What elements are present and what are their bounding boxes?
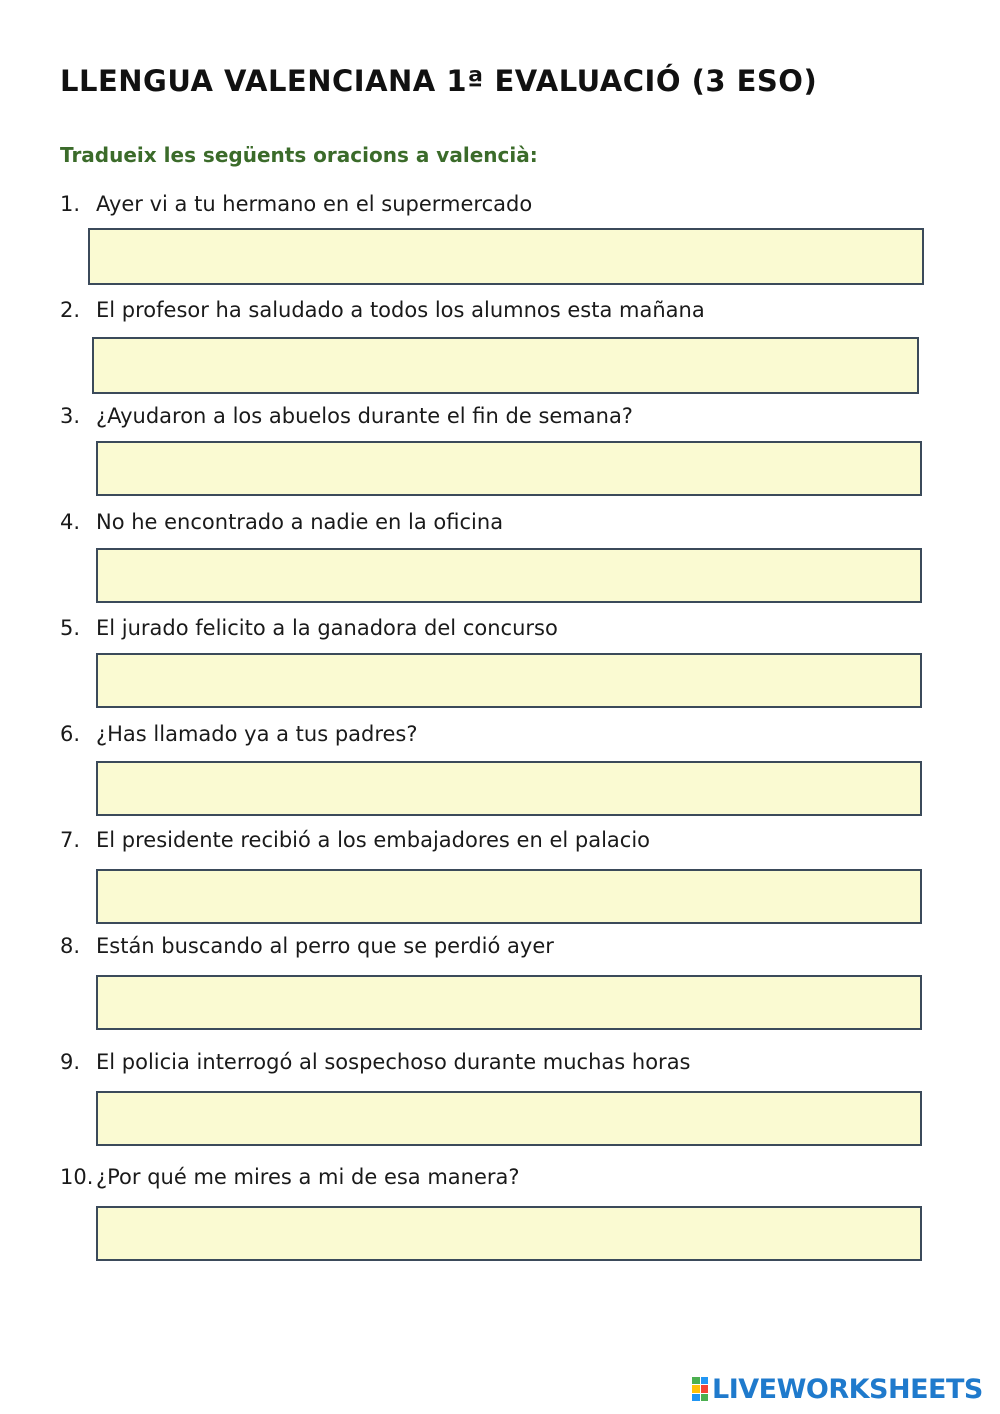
answer-input-4[interactable] — [96, 548, 922, 603]
question-text: El presidente recibió a los embajadores en el palacio — [96, 828, 650, 852]
question-text: ¿Ayudaron a los abuelos durante el fin de semana? — [96, 404, 633, 428]
question-2 — [60, 298, 705, 322]
question-text: ¿Has llamado ya a tus padres? — [96, 722, 418, 746]
answer-input-7[interactable] — [96, 869, 922, 924]
question-text: Están buscando al perro que se perdió ayer — [96, 934, 554, 958]
question-number: 5. — [60, 616, 81, 640]
question-number: 7. — [60, 828, 81, 852]
answer-input-5[interactable] — [96, 653, 922, 708]
question-text: Ayer vi a tu hermano en el supermercado — [96, 192, 533, 216]
question-number: 8. — [60, 934, 81, 958]
question-number: 9. — [60, 1050, 81, 1074]
question-4 — [60, 510, 503, 534]
question-9 — [60, 1050, 691, 1074]
liveworksheets-logo-icon — [692, 1377, 708, 1401]
question-number: 1. — [60, 192, 81, 216]
instruction-text: Tradueix les següents oracions a valencià: — [60, 143, 538, 167]
answer-input-10[interactable] — [96, 1206, 922, 1261]
question-8 — [60, 934, 554, 958]
question-1 — [60, 192, 532, 216]
brand-name: LIVEWORKSHEETS — [712, 1373, 983, 1405]
answer-input-9[interactable] — [96, 1091, 922, 1146]
question-text: No he encontrado a nadie en la oficina — [96, 510, 504, 534]
question-number: 6. — [60, 722, 81, 746]
question-text: El jurado felicito a la ganadora del concurso — [96, 616, 558, 640]
question-text: El policia interrogó al sospechoso durante muchas horas — [96, 1050, 691, 1074]
question-number: 2. — [60, 298, 81, 322]
answer-input-2[interactable] — [92, 337, 919, 394]
question-text: El profesor ha saludado a todos los alumnos esta mañana — [96, 298, 705, 322]
question-number: 3. — [60, 404, 81, 428]
question-10 — [60, 1165, 520, 1189]
page-title: LLENGUA VALENCIANA 1ª EVALUACIÓ (3 ESO) — [60, 64, 818, 98]
question-number: 10. — [60, 1165, 94, 1189]
answer-input-6[interactable] — [96, 761, 922, 816]
question-7 — [60, 828, 650, 852]
question-number: 4. — [60, 510, 81, 534]
answer-input-1[interactable] — [88, 228, 924, 285]
liveworksheets-logo[interactable] — [692, 1374, 983, 1404]
question-6 — [60, 722, 418, 746]
answer-input-3[interactable] — [96, 441, 922, 496]
question-3 — [60, 404, 633, 428]
question-5 — [60, 616, 558, 640]
answer-input-8[interactable] — [96, 975, 922, 1030]
question-text: ¿Por qué me mires a mi de esa manera? — [96, 1165, 520, 1189]
